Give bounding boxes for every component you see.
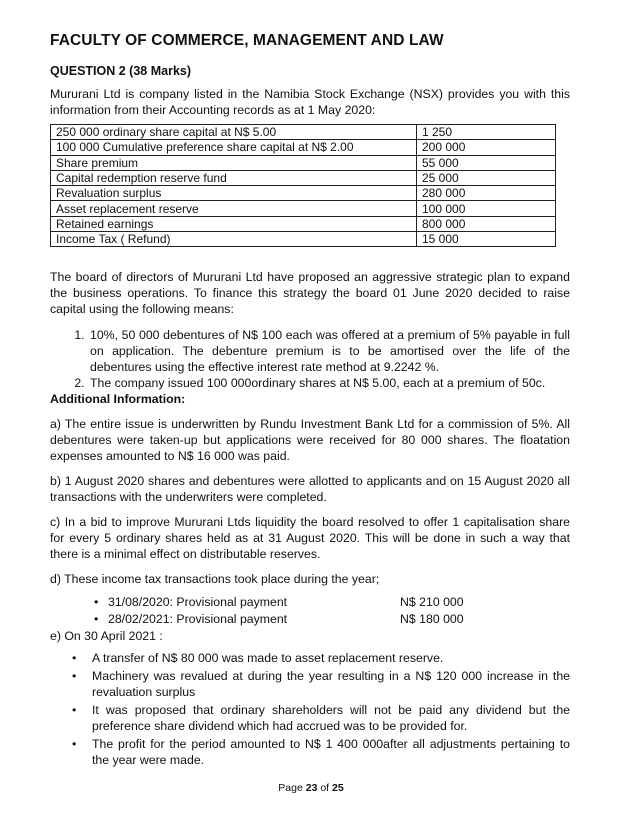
total-pages: 25 — [332, 782, 344, 794]
account-value: 800 000 — [417, 216, 556, 231]
intro-paragraph: Mururani Ltd is company listed in the Namibia Stock Exchange (NSX) provides you with this information from their Accounting records as at 1 May 2020: — [50, 87, 570, 117]
capital-means-list — [50, 327, 570, 391]
account-label: Revaluation surplus — [51, 186, 417, 201]
year-end-item-text: Machinery was revalued at during the year resulting in a N$ 120 000 increase in the revaluation surplus — [92, 669, 570, 700]
account-label: Share premium — [51, 155, 417, 170]
info-paragraph-d: d) These income tax transactions took place during the year; — [50, 572, 380, 587]
additional-info-heading: Additional Information: — [50, 392, 186, 407]
list-item — [72, 668, 570, 700]
account-label: Capital redemption reserve fund — [51, 170, 417, 185]
page-number: 23 — [305, 782, 318, 794]
info-paragraph-c: c) In a bid to improve Mururani Ltds liquidity the board resolved to offer 1 capitalisation share for every 5 ordinary shares held as at 31 August 2020. This will be done in such a way that there is a minimal effect on distributable reserves. — [50, 515, 570, 562]
year-end-item-text: It was proposed that ordinary shareholders will not be paid any dividend but the preference share dividend which had accrued was to be provided for. — [92, 703, 570, 734]
document-page — [50, 32, 570, 770]
account-label: 250 000 ordinary share capital at N$ 5.00 — [51, 125, 417, 140]
bullet-icon: • — [94, 612, 99, 627]
table-row — [51, 232, 556, 247]
list-item — [94, 594, 570, 611]
account-label: Retained earnings — [51, 216, 417, 231]
table-row — [51, 140, 556, 155]
info-paragraph-b: b) 1 August 2020 shares and debentures were allotted to applicants and on 15 August 2020 all transactions with the underwriters were completed. — [50, 474, 570, 505]
bullet-icon: • — [94, 595, 99, 610]
accounting-records-table — [50, 124, 556, 247]
question-heading: QUESTION 2 (38 Marks) — [50, 64, 192, 78]
bullet-icon: • — [72, 703, 77, 718]
list-item — [72, 650, 570, 666]
board-paragraph: The board of directors of Mururani Ltd have proposed an aggressive strategic plan to expand the business operations. To finance this strategy the board 01 June 2020 decided to raise capital using the following means: — [50, 270, 570, 317]
account-value: 15 000 — [417, 232, 556, 247]
year-end-items-list — [50, 650, 570, 768]
bullet-icon: • — [72, 669, 77, 684]
table-row — [51, 216, 556, 231]
account-value: 1 250 — [417, 125, 556, 140]
bullet-icon: • — [72, 651, 77, 666]
year-end-item-text: The profit for the period amounted to N$ 1 400 000after all adjustments pertaining to the year were made. — [92, 737, 570, 768]
info-paragraph-e: e) On 30 April 2021 : — [50, 629, 163, 644]
table-row — [51, 186, 556, 201]
page-word: Page — [278, 782, 303, 794]
list-item — [72, 702, 570, 734]
tax-payment-desc: 31/08/2020: Provisional payment — [108, 595, 288, 610]
account-value: 55 000 — [417, 155, 556, 170]
list-item — [94, 611, 570, 628]
account-label: Asset replacement reserve — [51, 201, 417, 216]
year-end-item-text: A transfer of N$ 80 000 was made to asset replacement reserve. — [92, 651, 444, 666]
table-row — [51, 201, 556, 216]
account-value: 25 000 — [417, 170, 556, 185]
page-footer — [0, 782, 622, 794]
account-label: 100 000 Cumulative preference share capital at N$ 2.00 — [51, 140, 417, 155]
account-value: 280 000 — [417, 186, 556, 201]
list-item — [72, 736, 570, 768]
account-value: 200 000 — [417, 140, 556, 155]
account-label: Income Tax ( Refund) — [51, 232, 417, 247]
faculty-title: FACULTY OF COMMERCE, MANAGEMENT AND LAW — [50, 32, 444, 49]
table-row — [51, 170, 556, 185]
bullet-icon: • — [72, 737, 77, 752]
account-value: 100 000 — [417, 201, 556, 216]
tax-payments-list — [50, 594, 570, 628]
of-word: of — [320, 782, 330, 794]
tax-payment-desc: 28/02/2021: Provisional payment — [108, 612, 288, 627]
table-row — [51, 125, 556, 140]
list-item: 2. The company issued 100 000ordinary shares at N$ 5.00, each at a premium of 50c. — [88, 375, 570, 391]
tax-payment-amount: N$ 180 000 — [400, 612, 464, 627]
table-row — [51, 155, 556, 170]
info-paragraph-a: a) The entire issue is underwritten by Rundu Investment Bank Ltd for a commission of 5%. All debentures were taken-up but applications were received for 80 000 shares. The floatation expenses amounted to N$ 16 000 was paid. — [50, 417, 570, 464]
tax-payment-amount: N$ 210 000 — [400, 595, 464, 610]
list-item: 1. 10%, 50 000 debentures of N$ 100 each was offered at a premium of 5% payable in full on application. The debenture premium is to be amortised over the life of the debentures using the effective interest rate method at 9.2242 %. — [88, 327, 570, 375]
